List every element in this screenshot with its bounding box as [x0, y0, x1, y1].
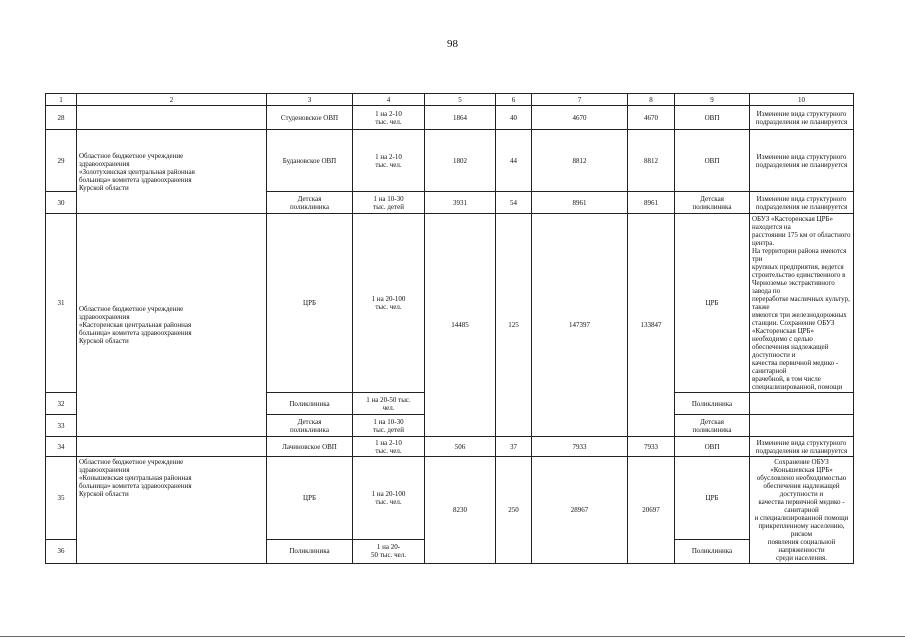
- unit-type: ОВП: [675, 106, 750, 130]
- row-number: 30: [46, 192, 77, 214]
- value-col8: 8961: [628, 192, 675, 214]
- unit-type: Детская поликлиника: [675, 192, 750, 214]
- col-header: 2: [77, 94, 267, 106]
- unit-name: Поликлиника: [267, 393, 353, 415]
- facility-table: [45, 93, 854, 564]
- col-header: 1: [46, 94, 77, 106]
- value-col6: 54: [496, 192, 532, 214]
- value-col7: 8812: [532, 130, 628, 192]
- table-row: [46, 457, 854, 540]
- col-header: 5: [425, 94, 496, 106]
- unit-name: Студеновское ОВП: [267, 106, 353, 130]
- note-cell: ОБУЗ «Касторенская ЦРБ» находится на расстоянии 175 км от областного центра. На территории района имеются три крупных предприятия, ведется строительство единственного в Черноземье экстрактивного завода по переработке масличных культур, также имеются три железнодорожных станции. Сохранение ОБУЗ «Касторенская ЦРБ» необходимо с целью обеспечения надлежащей доступности и качества первичной медико - санитарной врачебной, в том числе специализированной, помощи: [750, 214, 854, 393]
- norm-cell: 1 на 20-100 тыс. чел.: [353, 457, 425, 540]
- norm-cell: 1 на 10-30 тыс. детей: [353, 415, 425, 437]
- norm-cell: 1 на 20-100 тыс. чел.: [353, 214, 425, 393]
- unit-type: ЦРБ: [675, 214, 750, 393]
- col-header: 4: [353, 94, 425, 106]
- unit-type: Поликлиника: [675, 393, 750, 415]
- row-number: 29: [46, 130, 77, 192]
- table-row: [46, 130, 854, 192]
- value-col6: 44: [496, 130, 532, 192]
- value-col7: 147397: [532, 214, 628, 437]
- value-col7: 28967: [532, 457, 628, 564]
- col-header: 6: [496, 94, 532, 106]
- norm-cell: 1 на 20-50 тыс. чел.: [353, 393, 425, 415]
- value-col6: 125: [496, 214, 532, 437]
- value-col8: 8812: [628, 130, 675, 192]
- note-cell: [750, 393, 854, 415]
- note-cell: Изменение вида структурного подразделения не планируется: [750, 106, 854, 130]
- organization-cell: Областное бюджетное учреждение здравоохранения «Касторенская центральная районная больница» комитета здравоохранения Курской области: [77, 214, 267, 437]
- value-col6: 40: [496, 106, 532, 130]
- value-col6: 250: [496, 457, 532, 564]
- page-number: 98: [447, 38, 458, 50]
- organization-cell: Областное бюджетное учреждение здравоохранения «Конышевская центральная районная больница» комитета здравоохранения Курской области: [77, 457, 267, 564]
- row-number: 35: [46, 457, 77, 540]
- unit-type: ЦРБ: [675, 457, 750, 540]
- value-col5: 1864: [425, 106, 496, 130]
- unit-type: ОВП: [675, 130, 750, 192]
- norm-cell: 1 на 10-30 тыс. детей: [353, 192, 425, 214]
- norm-cell: 1 на 2-10 тыс. чел.: [353, 437, 425, 457]
- row-number: 28: [46, 106, 77, 130]
- note-cell: [750, 415, 854, 437]
- note-cell: Сохранение ОБУЗ «Конышевская ЦРБ» обусловлено необходимостью обеспечения надлежащей доступности и качества первичной медико - санитарной и специализированной помощи прикрепленному населению, риском появления социальной напряженности среди населения.: [750, 457, 854, 564]
- value-col8: 4670: [628, 106, 675, 130]
- col-header: 9: [675, 94, 750, 106]
- row-number: 33: [46, 415, 77, 437]
- value-col8: 133847: [628, 214, 675, 437]
- row-number: 31: [46, 214, 77, 393]
- unit-name: Поликлиника: [267, 539, 353, 563]
- value-col5: 14485: [425, 214, 496, 437]
- organization-cell: Областное бюджетное учреждение здравоохранения «Золотухинская центральная районная больница» комитета здравоохранения Курской области: [77, 130, 267, 214]
- row-number: 34: [46, 437, 77, 457]
- norm-cell: 1 на 2-10 тыс. чел.: [353, 106, 425, 130]
- unit-name: Детская поликлиника: [267, 192, 353, 214]
- value-col5: 8230: [425, 457, 496, 564]
- column-number-row: [46, 94, 854, 106]
- value-col8: 20697: [628, 457, 675, 564]
- row-number: 32: [46, 393, 77, 415]
- page-bottom-rule: [0, 636, 905, 637]
- value-col5: 506: [425, 437, 496, 457]
- note-cell: Изменение вида структурного подразделения не планируется: [750, 437, 854, 457]
- note-cell: Изменение вида структурного подразделения не планируется: [750, 130, 854, 192]
- unit-type: Детская поликлиника: [675, 415, 750, 437]
- value-col7: 8961: [532, 192, 628, 214]
- note-cell: Изменение вида структурного подразделения не планируется: [750, 192, 854, 214]
- norm-cell: 1 на 20- 50 тыс. чел.: [353, 539, 425, 563]
- table-row: [46, 214, 854, 393]
- unit-name: ЦРБ: [267, 214, 353, 393]
- unit-name: ЦРБ: [267, 457, 353, 540]
- value-col5: 1802: [425, 130, 496, 192]
- value-col8: 7933: [628, 437, 675, 457]
- value-col7: 4670: [532, 106, 628, 130]
- value-col5: 3931: [425, 192, 496, 214]
- value-col7: 7933: [532, 437, 628, 457]
- col-header: 10: [750, 94, 854, 106]
- unit-type: Поликлиника: [675, 539, 750, 563]
- row-number: 36: [46, 539, 77, 563]
- table-row: [46, 437, 854, 457]
- organization-cell: [77, 437, 267, 457]
- unit-name: Детская поликлиника: [267, 415, 353, 437]
- table-row: [46, 106, 854, 130]
- col-header: 8: [628, 94, 675, 106]
- col-header: 7: [532, 94, 628, 106]
- organization-cell: [77, 106, 267, 130]
- col-header: 3: [267, 94, 353, 106]
- unit-type: ОВП: [675, 437, 750, 457]
- value-col6: 37: [496, 437, 532, 457]
- unit-name: Будановское ОВП: [267, 130, 353, 192]
- norm-cell: 1 на 2-10 тыс. чел.: [353, 130, 425, 192]
- unit-name: Лачиновское ОВП: [267, 437, 353, 457]
